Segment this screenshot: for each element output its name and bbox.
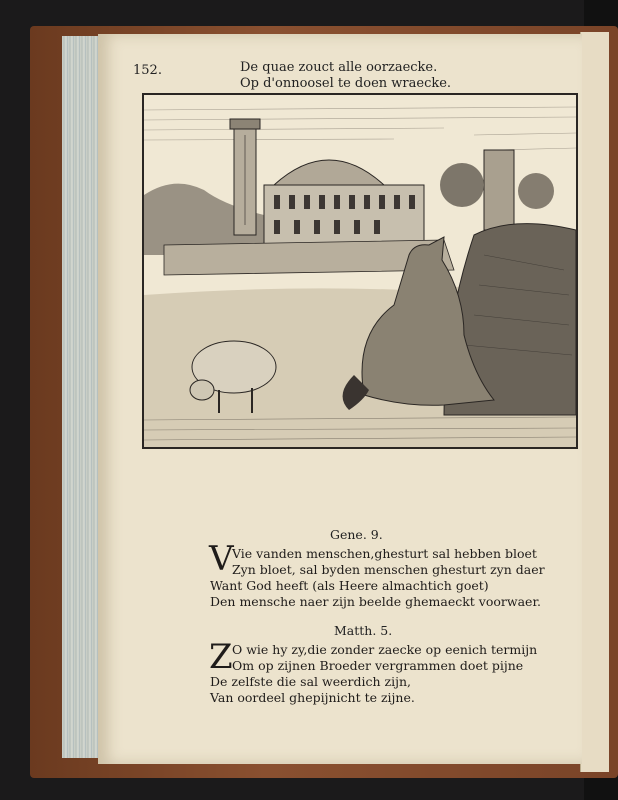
running-head-line-1: De quae zouct alle oorzaecke.: [240, 60, 438, 75]
verse-line: Vie vanden menschen,ghesturt sal hebben bloet: [232, 546, 537, 561]
engraving-illustration: [142, 93, 578, 449]
page-number: 152.: [133, 63, 162, 78]
section-2-dropcap: Z: [209, 637, 233, 677]
verse-line: De zelfste die sal weerdich zijn,: [210, 674, 411, 689]
engraving-fox-and-sheep-icon: [144, 95, 576, 447]
section-1-stanza: [210, 546, 545, 610]
running-head: [240, 60, 460, 92]
verse-line: Van oordeel ghepijnicht te zijne.: [210, 690, 415, 705]
verse-line: O wie hy zy,die zonder zaecke op eenich termijn: [232, 642, 538, 657]
next-page-edge: [580, 32, 609, 772]
running-head-line-2: Op d'onnoosel te doen wraecke.: [240, 76, 452, 91]
page-edges: [62, 36, 102, 758]
verse-line: Zyn bloet, sal byden menschen ghesturt zyn daer: [232, 562, 545, 577]
section-1-dropcap: V: [209, 539, 234, 579]
verse-line: Want God heeft (als Heere almachtich goet): [210, 578, 489, 593]
section-2-heading: Matth. 5.: [334, 623, 393, 638]
section-1-heading: Gene. 9.: [330, 527, 383, 542]
verse-line: Den mensche naer zijn beelde ghemaeckt voorwaer.: [210, 594, 542, 609]
section-2-stanza: [209, 637, 538, 706]
verse-line: Om op zijnen Broeder vergrammen doet pijne: [232, 658, 524, 673]
